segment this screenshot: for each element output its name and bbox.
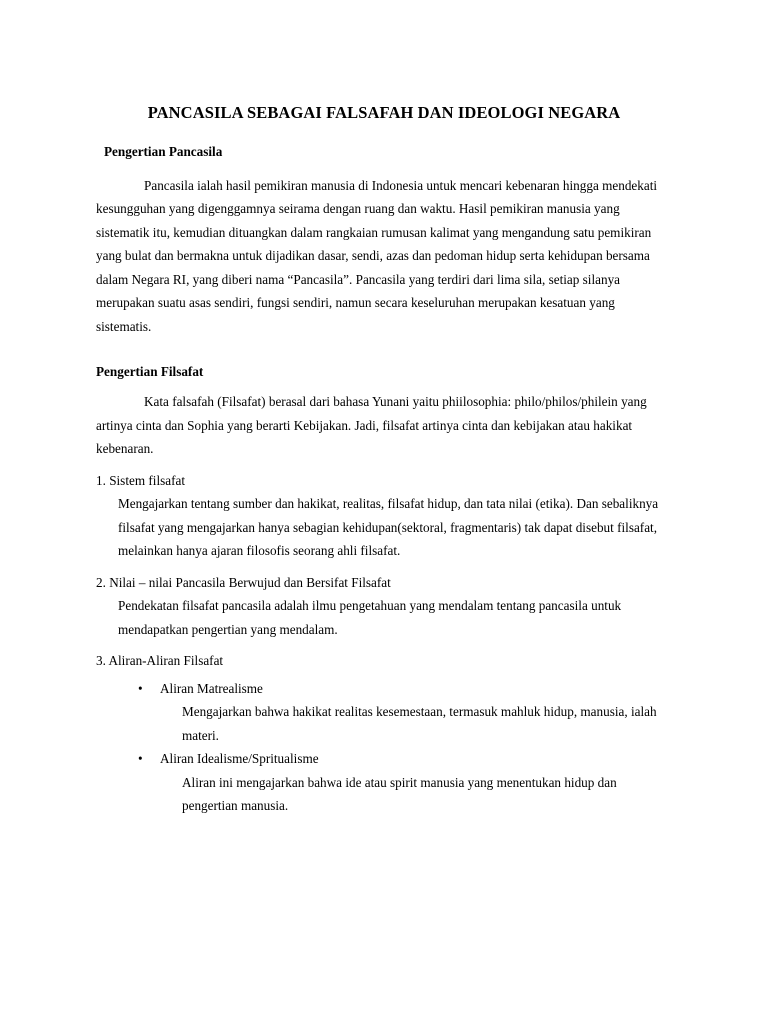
bullet-body-text: Aliran ini mengajarkan bahwa ide atau spirit manusia yang menentukan hidup dan pengertian manusia.	[182, 774, 617, 814]
list-item-number: 2.	[96, 574, 106, 590]
list-item	[96, 571, 672, 642]
list-item-heading	[96, 469, 672, 493]
list-item-body: Pendekatan filsafat pancasila adalah ilmu pengetahuan yang mendalam tentang pancasila untuk mendapatkan pengertian yang mendalam.	[118, 598, 622, 637]
bullet-list	[96, 677, 672, 818]
list-item-label: Aliran-Aliran Filsafat	[108, 653, 224, 669]
list-item-heading	[96, 571, 672, 595]
list-item-label: Sistem filsafat	[109, 472, 186, 488]
list-item-label: Nilai – nilai Pancasila Berwujud dan Bersifat Filsafat	[109, 574, 391, 590]
list-item	[96, 747, 672, 771]
bullet-body	[96, 700, 672, 747]
section-heading-pengertian-pancasila: Pengertian Pancasila	[104, 143, 223, 159]
list-item-number: 1.	[96, 472, 106, 488]
bullet-label: Aliran Matrealisme	[160, 680, 263, 696]
bullet-point-icon: •	[138, 680, 143, 696]
list-item-number: 3.	[96, 653, 106, 669]
bullet-label: Aliran Idealisme/Spritualisme	[160, 751, 319, 767]
page-title: PANCASILA SEBAGAI FALSAFAH DAN IDEOLOGI NEGARA	[147, 103, 621, 122]
bullet-body	[96, 771, 672, 818]
bullet-point-icon: •	[138, 751, 143, 767]
list-item	[96, 649, 672, 673]
list-item-heading	[96, 649, 672, 673]
list-item	[96, 469, 672, 563]
bullet-body-continuation: materi.	[182, 727, 219, 743]
paragraph-pengertian-pancasila: Pancasila ialah hasil pemikiran manusia di Indonesia untuk mencari kebenaran hingga mendekati kesungguhan yang digenggamnya seirama dengan ruang dan waktu. Hasil pemikiran manusia yang sistematik itu, kemudian dituangkan dalam rangkaian rumusan kalimat yang mengandung satu pemikiran yang bulat dan bermakna untuk dijadikan dasar, sendi, azas dan pedoman hidup serta kehidupan bersama dalam Negara RI, yang diberi nama “Pancasila”. Pancasila yang terdiri dari lima sila, setiap silanya merupakan suatu asas sendiri, fungsi sendiri, namun secara keseluruhan merupakan kesatuan yang sistematis.	[96, 177, 658, 334]
list-item-body: Mengajarkan tentang sumber dan hakikat, realitas, filsafat hidup, dan tata nilai (etika). Dan sebaliknya filsafat yang mengajarkan hanya sebagian kehidupan(sektoral, fragmentaris) tak dapat disebut filsafat, melainkan hanya ajaran filosofis seorang ahli filsafat.	[118, 496, 659, 559]
list-item	[96, 677, 672, 701]
bullet-body-text: Mengajarkan bahwa hakikat realitas kesemestaan, termasuk mahluk hidup, manusia, ialah	[182, 704, 657, 720]
paragraph-pengertian-filsafat: Kata falsafah (Filsafat) berasal dari bahasa Yunani yaitu phiilosophia: philo/philos/philein yang artinya cinta dan Sophia yang berarti Kebijakan. Jadi, filsafat artinya cinta dan kebijakan atau hakikat kebenaran.	[96, 394, 647, 457]
section-heading-pengertian-filsafat: Pengertian Filsafat	[96, 364, 204, 380]
